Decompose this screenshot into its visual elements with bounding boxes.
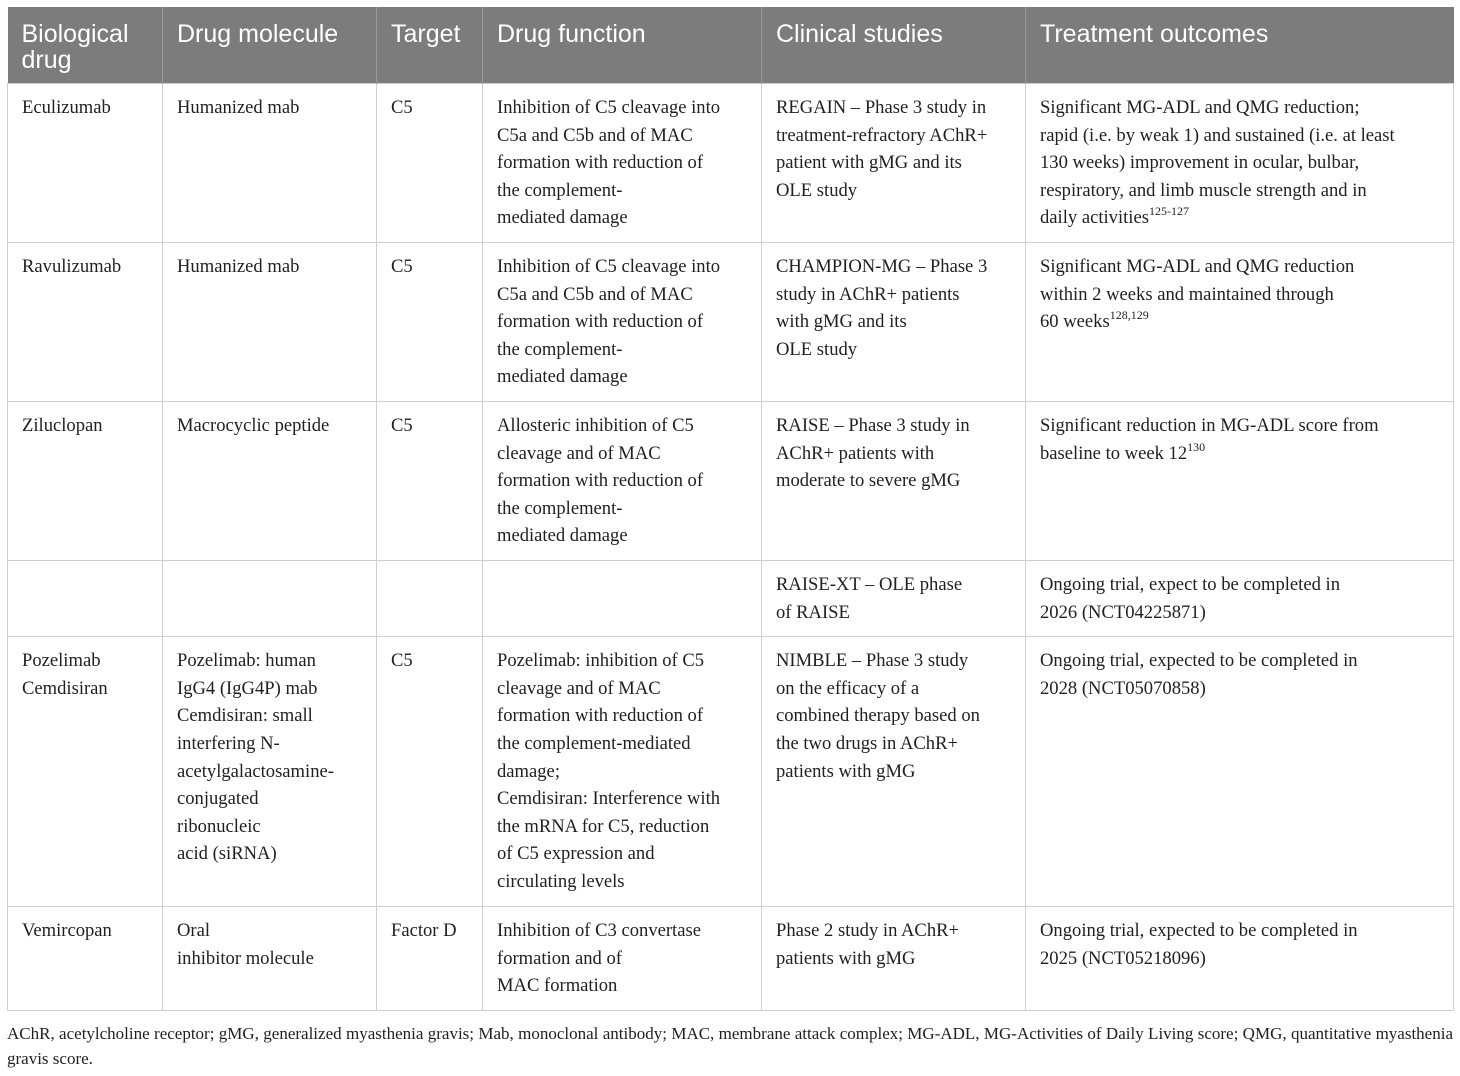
cell-line: 130 weeks) improvement in ocular, bulbar, <box>1040 152 1360 174</box>
header-biological-drug: Biological drug <box>8 7 163 84</box>
cell-line: 2025 (NCT05218096) <box>1040 947 1206 969</box>
header-drug-molecule: Drug molecule <box>163 7 377 84</box>
cell-target <box>377 637 483 907</box>
cell-line: treatment-refractory AChR+ <box>776 124 988 146</box>
cell-line: formation with reduction of <box>497 705 704 727</box>
cell-line: C5a and C5b and of MAC <box>497 124 693 146</box>
cell-line: Significant MG-ADL and QMG reduction; <box>1040 97 1360 118</box>
cell-line: formation with reduction of <box>497 470 704 492</box>
cell-treatment-outcomes <box>1026 84 1454 243</box>
cell-line: Factor D <box>391 920 457 942</box>
table-footnote: AChR, acetylcholine receptor; gMG, generalized myasthenia gravis; Mab, monoclonal antibody; MAC, membrane attack complex; MG-ADL, MG-Activities of Daily Living score; QMG, quantitative myasthenia gravis score. <box>7 1024 1453 1068</box>
cell-line: formation with reduction of <box>497 152 704 174</box>
cell-line: the complement- <box>497 179 623 201</box>
table-row <box>8 907 1454 1011</box>
cell-line: Pozelimab: human <box>177 650 316 672</box>
cell-line: CHAMPION-MG – Phase 3 <box>776 256 988 277</box>
header-row <box>8 7 1454 84</box>
cell-treatment-outcomes <box>1026 243 1454 402</box>
cell-line: Pozelimab: inhibition of C5 <box>497 650 705 672</box>
cell-line: RAISE – Phase 3 study in <box>776 415 970 436</box>
table-row <box>8 402 1454 561</box>
cell-line: C5a and C5b and of MAC <box>497 283 693 305</box>
cell-line: of RAISE <box>776 601 850 623</box>
cell-line: C5 <box>391 415 413 436</box>
cell-biological-drug <box>8 402 163 561</box>
cell-line: Humanized mab <box>177 97 300 118</box>
table-container <box>7 7 1453 1011</box>
table-row <box>8 561 1454 637</box>
cell-target <box>377 402 483 561</box>
cell-clinical-studies <box>762 637 1026 907</box>
cell-text: 60 weeks <box>1040 311 1110 333</box>
cell-target <box>377 907 483 1011</box>
cell-line: damage; <box>497 760 560 782</box>
cell-line: Vemircopan <box>22 920 112 942</box>
cell-line: inhibitor molecule <box>177 947 314 969</box>
cell-line: within 2 weeks and maintained through <box>1040 283 1334 305</box>
cell-line: REGAIN – Phase 3 study in <box>776 97 987 118</box>
reference-superscript: 128,129 <box>1109 308 1149 323</box>
cell-treatment-outcomes <box>1026 561 1454 637</box>
cell-line: 2026 (NCT04225871) <box>1040 601 1206 623</box>
cell-line: the complement- <box>497 497 623 519</box>
cell-line: of C5 expression and <box>497 843 655 865</box>
cell-line: Inhibition of C5 cleavage into <box>497 256 721 277</box>
cell-line: 2028 (NCT05070858) <box>1040 677 1206 699</box>
cell-line: C5 <box>391 256 413 277</box>
cell-line: on the efficacy of a <box>776 677 920 699</box>
cell-line: OLE study <box>776 338 858 360</box>
cell-line: Significant MG-ADL and QMG reduction <box>1040 256 1355 277</box>
cell-line: mediated damage <box>497 366 628 388</box>
cell-line: Ziluclopan <box>22 415 103 436</box>
cell-line: combined therapy based on <box>776 705 980 727</box>
cell-biological-drug <box>8 84 163 243</box>
cell-drug-function <box>483 561 762 637</box>
cell-line: RAISE-XT – OLE phase <box>776 574 963 595</box>
cell-line: Cemdisiran: small <box>177 705 313 727</box>
cell-line: Ongoing trial, expected to be completed in <box>1040 920 1358 942</box>
cell-line: Eculizumab <box>22 97 111 118</box>
cell-line: Phase 2 study in AChR+ <box>776 920 960 942</box>
reference-superscript: 130 <box>1187 439 1206 454</box>
cell-line: with gMG and its <box>776 311 907 333</box>
cell-treatment-outcomes <box>1026 402 1454 561</box>
cell-line: moderate to severe gMG <box>776 470 961 492</box>
header-target: Target <box>377 7 483 84</box>
cell-treatment-outcomes <box>1026 907 1454 1011</box>
cell-line: the complement-mediated <box>497 732 691 754</box>
table-row <box>8 637 1454 907</box>
cell-line: IgG4 (IgG4P) mab <box>177 677 318 699</box>
cell-line: conjugated <box>177 788 259 810</box>
cell-text: baseline to week 12 <box>1040 442 1188 464</box>
cell-biological-drug <box>8 907 163 1011</box>
cell-line: formation with reduction of <box>497 311 704 333</box>
cell-target <box>377 84 483 243</box>
cell-drug-molecule <box>163 561 377 637</box>
header-drug-function: Drug function <box>483 7 762 84</box>
cell-line-with-ref <box>1040 440 1439 468</box>
cell-line: Allosteric inhibition of C5 <box>497 415 694 436</box>
cell-line: respiratory, and limb muscle strength and in <box>1040 179 1367 201</box>
cell-line: cleavage and of MAC <box>497 677 661 699</box>
cell-drug-molecule <box>163 243 377 402</box>
cell-line: Oral <box>177 920 211 942</box>
cell-drug-molecule <box>163 907 377 1011</box>
cell-line-with-ref <box>1040 308 1439 336</box>
cell-line: Inhibition of C3 convertase <box>497 920 701 942</box>
table-row <box>8 84 1454 243</box>
cell-line: Ongoing trial, expect to be completed in <box>1040 574 1340 595</box>
cell-line: interfering N- <box>177 732 280 754</box>
cell-drug-molecule <box>163 84 377 243</box>
cell-target <box>377 243 483 402</box>
cell-line: Ongoing trial, expected to be completed in <box>1040 650 1358 672</box>
cell-line: patients with gMG <box>776 760 916 782</box>
cell-drug-function <box>483 907 762 1011</box>
cell-line: the two drugs in AChR+ <box>776 732 958 754</box>
cell-line: mediated damage <box>497 207 628 229</box>
cell-treatment-outcomes <box>1026 637 1454 907</box>
cell-line: C5 <box>391 650 413 672</box>
cell-line: Ravulizumab <box>22 256 122 277</box>
cell-line: Pozelimab <box>22 650 101 672</box>
cell-line: acid (siRNA) <box>177 843 277 865</box>
table-row <box>8 243 1454 402</box>
cell-line: the complement- <box>497 338 623 360</box>
cell-line: formation and of <box>497 947 622 969</box>
cell-clinical-studies <box>762 561 1026 637</box>
cell-line: Cemdisiran <box>22 677 108 699</box>
cell-clinical-studies <box>762 243 1026 402</box>
cell-biological-drug <box>8 561 163 637</box>
cell-line: patients with gMG <box>776 947 916 969</box>
cell-line: patient with gMG and its <box>776 152 962 174</box>
complement-inhibitors-table <box>7 7 1454 1011</box>
cell-line: Humanized mab <box>177 256 300 277</box>
cell-text: daily activities <box>1040 207 1149 229</box>
cell-line: Inhibition of C5 cleavage into <box>497 97 721 118</box>
cell-target <box>377 561 483 637</box>
cell-line: OLE study <box>776 179 858 201</box>
cell-line: Cemdisiran: Interference with <box>497 788 721 810</box>
cell-drug-molecule <box>163 402 377 561</box>
cell-biological-drug <box>8 243 163 402</box>
cell-clinical-studies <box>762 402 1026 561</box>
cell-drug-function <box>483 84 762 243</box>
reference-superscript: 125-127 <box>1148 204 1189 219</box>
cell-line-with-ref <box>1040 204 1439 232</box>
cell-line: NIMBLE – Phase 3 study <box>776 650 969 672</box>
cell-line: circulating levels <box>497 870 625 892</box>
cell-line: mediated damage <box>497 525 628 547</box>
cell-line: rapid (i.e. by weak 1) and sustained (i.e. at least <box>1040 124 1395 146</box>
cell-clinical-studies <box>762 907 1026 1011</box>
cell-line: AChR+ patients with <box>776 442 935 464</box>
cell-line: study in AChR+ patients <box>776 283 960 305</box>
cell-biological-drug <box>8 637 163 907</box>
cell-line: Macrocyclic peptide <box>177 415 330 436</box>
cell-line: C5 <box>391 97 413 118</box>
cell-clinical-studies <box>762 84 1026 243</box>
cell-line: MAC formation <box>497 975 618 997</box>
cell-drug-molecule <box>163 637 377 907</box>
cell-drug-function <box>483 637 762 907</box>
cell-drug-function <box>483 243 762 402</box>
header-clinical-studies: Clinical studies <box>762 7 1026 84</box>
cell-line: the mRNA for C5, reduction <box>497 815 710 837</box>
cell-line: ribonucleic <box>177 815 261 837</box>
cell-line: acetylgalactosamine- <box>177 760 334 782</box>
header-treatment-outcomes: Treatment outcomes <box>1026 7 1454 84</box>
cell-drug-function <box>483 402 762 561</box>
cell-line: Significant reduction in MG-ADL score from <box>1040 415 1379 436</box>
cell-line: cleavage and of MAC <box>497 442 661 464</box>
